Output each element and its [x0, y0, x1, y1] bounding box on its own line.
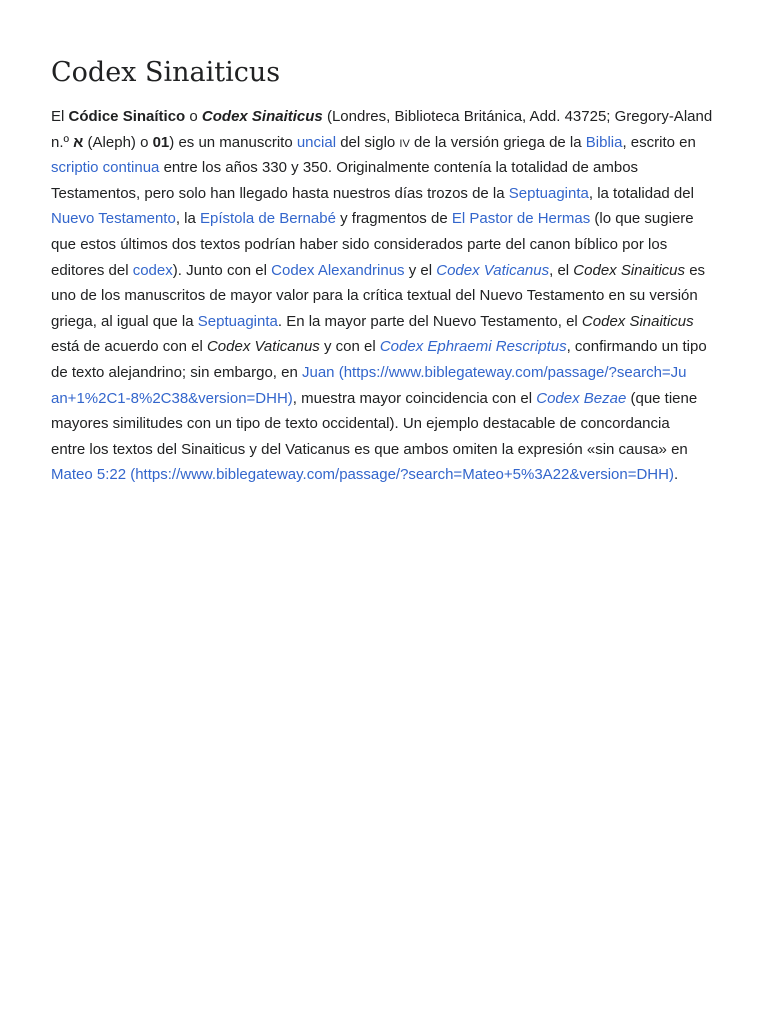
paragraph-line [51, 232, 711, 258]
paragraph-line [51, 309, 711, 335]
paragraph-line [51, 462, 711, 488]
text-run: , la totalidad del [588, 184, 694, 202]
link-mateo-5-22[interactable]: Mateo 5:22 (https://www.biblegateway.com/passage/?search=Mateo+5%3A22&version=DHH) [51, 466, 674, 484]
text-run: y con el [319, 338, 380, 356]
link-codex-ephraemi-rescriptus[interactable]: Codex Ephraemi Rescriptus [379, 338, 567, 356]
paragraph-line [51, 334, 711, 360]
text-run: está de acuerdo con el [51, 338, 207, 356]
text-run: entre los años 330 y 350. Originalmente contenía la totalidad de ambos [159, 159, 639, 177]
text-run: (Londres, Biblioteca Británica, Add. 43725; Gregory-Aland [322, 108, 713, 125]
link-epistola-de-bernabe[interactable]: Epístola de Bernabé [200, 210, 336, 228]
text-run: uno de los manuscritos de mayor valor para la crítica textual del Nuevo Testamento en su versión [51, 287, 698, 305]
paragraph-line [51, 155, 711, 181]
paragraph-line [51, 130, 711, 156]
text-run: . En la mayor parte del Nuevo Testamento, el [277, 312, 582, 330]
page-title: Codex Sinaiticus [51, 57, 281, 88]
article-paragraph [51, 104, 711, 488]
link-septuaginta[interactable]: Septuaginta [508, 184, 589, 202]
text-run: , la [175, 210, 200, 228]
text-run: , escrito en [622, 133, 696, 151]
term-codex-sinaiticus: Codex Sinaiticus [201, 108, 323, 125]
text-run: que estos últimos dos textos podrían haber sido considerados parte del canon bíblico por los [51, 235, 668, 253]
text-run: ) es un manuscrito [169, 133, 297, 151]
text-run: , muestra mayor coincidencia con el [292, 389, 537, 407]
text-run: entre los textos del Sinaiticus y del Vaticanus es que ambos omiten la expresión «sin causa» en [51, 440, 688, 458]
link-codex-bezae[interactable]: Codex Bezae [536, 389, 627, 407]
term-codex-sinaiticus-3: Codex Sinaiticus [581, 312, 694, 330]
paragraph-line [51, 104, 711, 130]
text-run: griega, al igual que la [51, 312, 198, 330]
link-septuaginta-2[interactable]: Septuaginta [197, 312, 278, 330]
text-run: . [673, 466, 679, 484]
text-run: , confirmando un tipo [566, 338, 707, 356]
text-run: del siglo [336, 133, 400, 151]
paragraph-line [51, 411, 711, 437]
link-codex[interactable]: codex [132, 261, 173, 279]
link-el-pastor-de-hermas[interactable]: El Pastor de Hermas [451, 210, 591, 228]
term-codice-sinaitico: Códice Sinaítico [68, 108, 186, 125]
text-run: (lo que sugiere [590, 210, 694, 228]
link-juan-cont[interactable]: an+1%2C1-8%2C38&version=DHH) [51, 389, 293, 407]
text-run: de texto alejandrino; sin embargo, en [51, 363, 302, 381]
term-codex-vaticanus: Codex Vaticanus [206, 338, 320, 356]
text-run: , el [549, 261, 574, 279]
paragraph-line [51, 386, 711, 412]
aleph-symbol: א [73, 133, 84, 151]
text-run: n.º [51, 133, 74, 151]
text-run: ). Junto con el [172, 261, 272, 279]
link-codex-vaticanus[interactable]: Codex Vaticanus [436, 261, 550, 279]
century-numeral: iv [399, 133, 410, 151]
gregory-aland-number: 01 [152, 133, 170, 151]
text-run: de la versión griega de la [409, 133, 586, 151]
text-run: mayores similitudes con un tipo de texto occidental). Un ejemplo destacable de concordancia [51, 415, 670, 433]
text-run: El [51, 108, 69, 125]
link-nuevo-testamento[interactable]: Nuevo Testamento [51, 210, 176, 228]
link-scriptio-continua[interactable]: scriptio continua [51, 159, 160, 177]
paragraph-line [51, 258, 711, 284]
text-run: y fragmentos de [335, 210, 452, 228]
paragraph-line [51, 283, 711, 309]
text-run: editores del [51, 261, 133, 279]
paragraph-line [51, 360, 711, 386]
link-codex-alexandrinus[interactable]: Codex Alexandrinus [271, 261, 405, 279]
text-run: es [685, 261, 706, 279]
link-uncial[interactable]: uncial [296, 133, 337, 151]
text-run: o [185, 108, 202, 125]
text-run: (Aleph) o [83, 133, 153, 151]
link-juan[interactable]: Juan (https://www.biblegateway.com/passage/?search=Ju [302, 363, 687, 381]
link-biblia[interactable]: Biblia [585, 133, 623, 151]
paragraph-line [51, 206, 711, 232]
term-codex-sinaiticus-2: Codex Sinaiticus [573, 261, 686, 279]
text-run: (que tiene [626, 389, 698, 407]
paragraph-line [51, 437, 711, 463]
text-run: Testamentos, pero solo han llegado hasta nuestros días trozos de la [51, 184, 509, 202]
paragraph-line [51, 181, 711, 207]
text-run: y el [404, 261, 437, 279]
